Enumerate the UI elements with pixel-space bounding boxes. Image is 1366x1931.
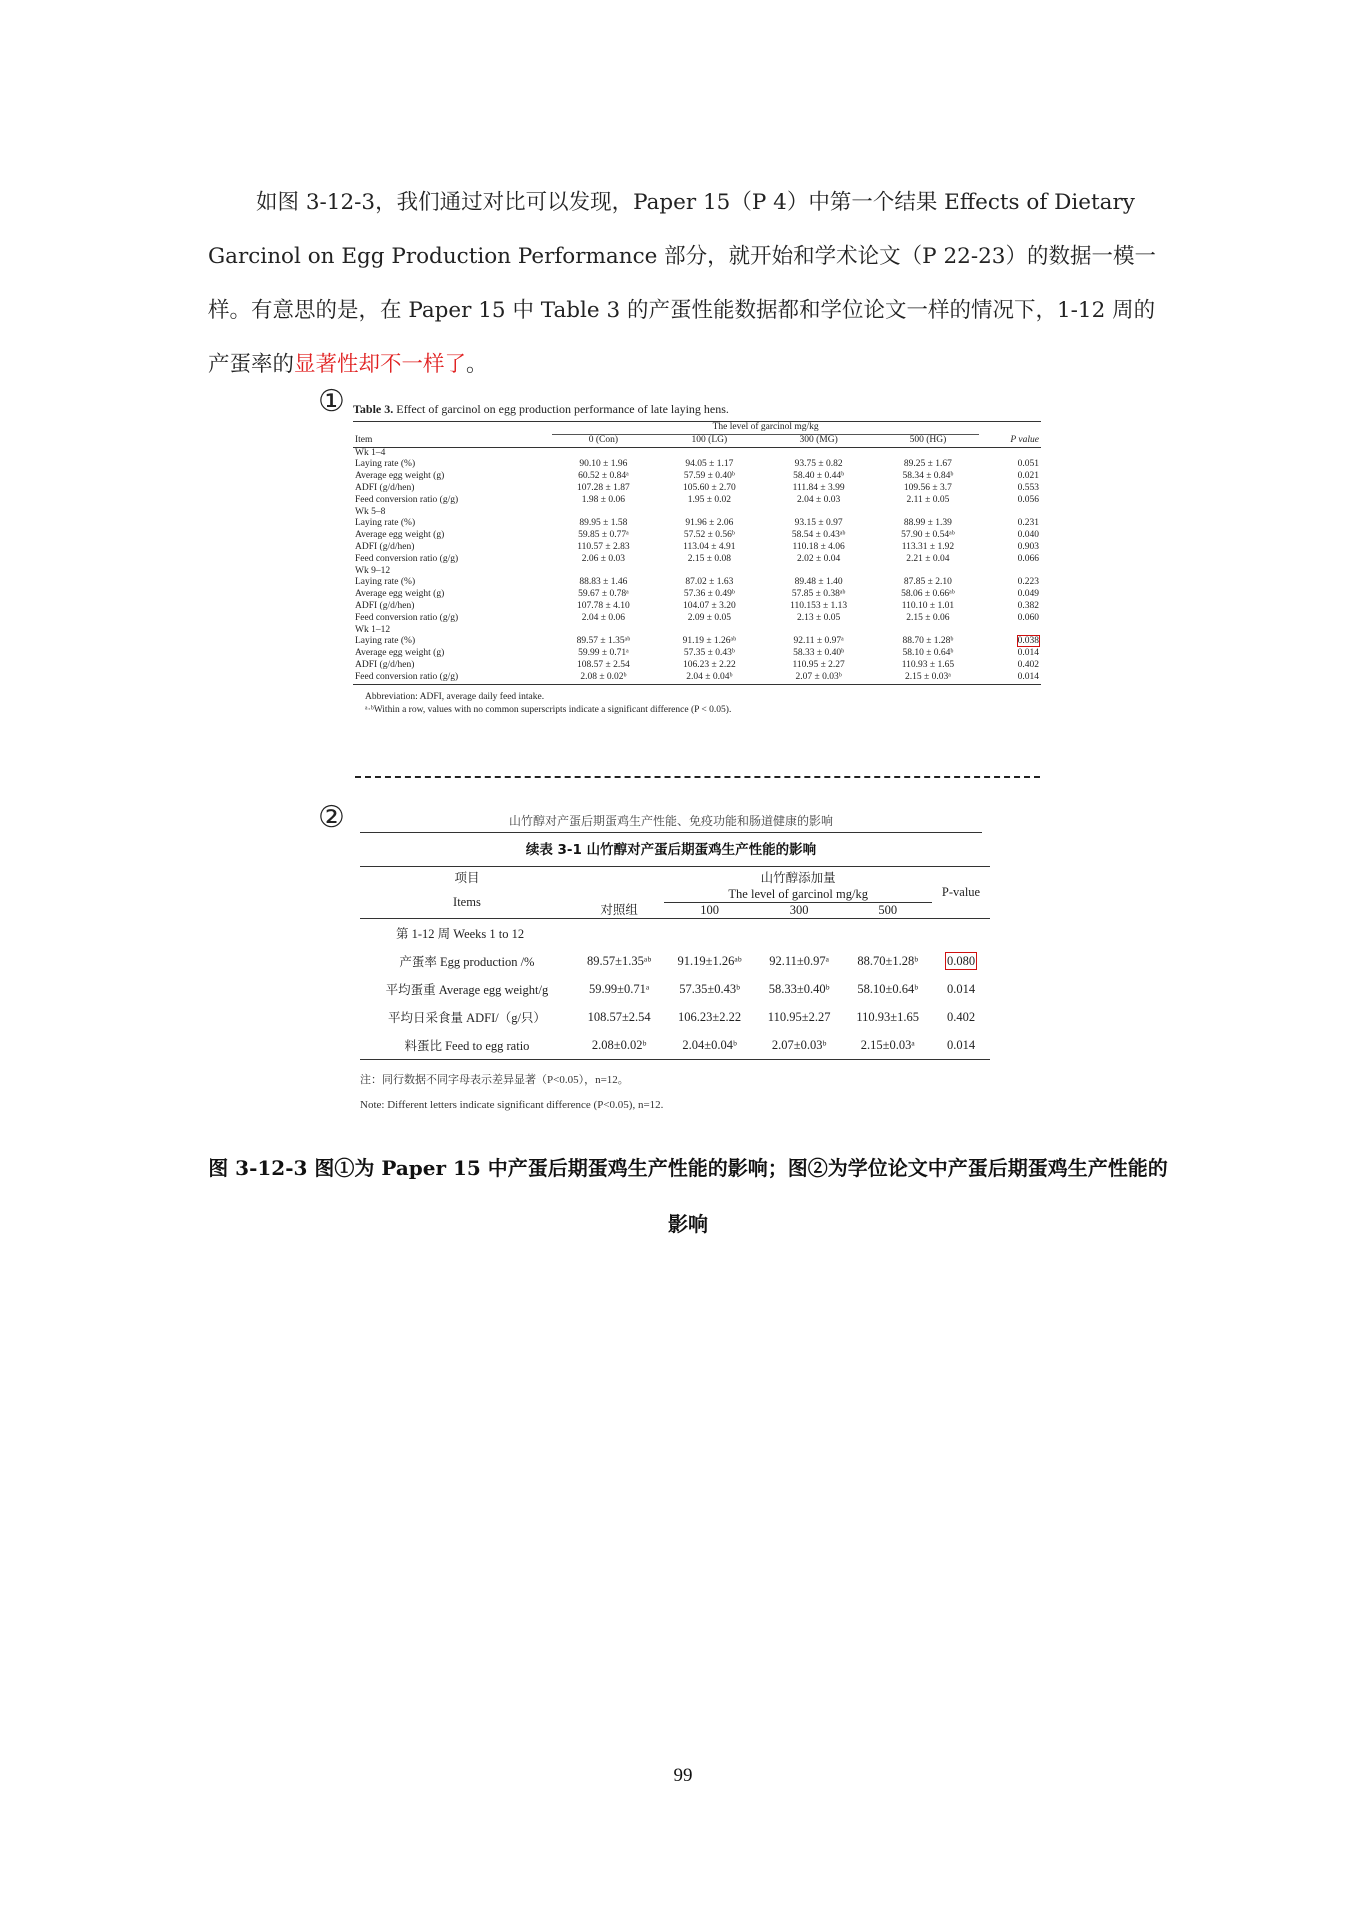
highlighted-pvalue: 0.080 (946, 953, 976, 968)
table-cell: 2.04 ± 0.06 (581, 612, 625, 623)
table-cell: 0.223 (1017, 577, 1039, 588)
table-cell: 58.06 ± 0.66ᵃᵇ (901, 589, 955, 600)
table-row (353, 471, 1041, 483)
table-cell: 0.060 (1017, 612, 1039, 623)
table-cell: 2.06 ± 0.03 (581, 553, 625, 564)
table-cell: 90.10 ± 1.96 (579, 459, 628, 470)
table-row (360, 947, 990, 975)
table-cell: 2.04±0.04ᵇ (664, 1031, 754, 1060)
table-cell: 110.10 ± 1.01 (901, 600, 955, 611)
table-cell: 107.28 ± 1.87 (577, 482, 630, 493)
control-header: 对照组 (574, 887, 664, 919)
table-row (353, 542, 1041, 554)
table-cell: 0.056 (1017, 494, 1039, 505)
table-cell: 92.11±0.97ᵃ (769, 953, 830, 968)
table-row (353, 554, 1041, 566)
table-row (353, 530, 1041, 542)
level-header-cn: 山竹醇添加量 (664, 867, 932, 888)
table-cell: 0.014 (981, 672, 1041, 684)
column-header: 500 (HG) (875, 435, 981, 447)
table-cell: 58.33 ± 0.40ᵇ (793, 648, 845, 659)
group-row (353, 566, 1041, 578)
row-label: Laying rate (%) (355, 636, 416, 647)
table-row (353, 589, 1041, 601)
table-cell: 2.21 ± 0.04 (906, 553, 950, 564)
column-header-item: Item (353, 435, 550, 447)
table-cell: 57.52 ± 0.56ᵇ (683, 530, 735, 541)
table-cell: 107.78 ± 4.10 (577, 600, 630, 611)
item-header-cn: 项目 (360, 867, 574, 888)
table-row (360, 975, 990, 1003)
row-label: 平均日采食量 ADFI/（g/只） (387, 1011, 546, 1025)
group-label: Wk 5–8 (355, 506, 386, 517)
row-label: Average egg weight (g) (355, 589, 445, 600)
row-label: 产蛋率 Egg production /% (399, 955, 535, 969)
table-cell: 2.02 ± 0.04 (797, 553, 841, 564)
dashed-divider (355, 776, 1040, 778)
row-label: Laying rate (%) (355, 577, 416, 588)
row-label: Feed conversion ratio (g/g) (355, 553, 459, 564)
table-row (353, 459, 1041, 471)
table-cell: 57.35±0.43ᵇ (679, 981, 740, 996)
column-header: 0 (Con) (550, 435, 656, 447)
paper-table-caption: Table 3. Effect of garcinol on egg production performance of late laying hens. (353, 402, 729, 416)
group-label: Wk 1–12 (355, 624, 391, 635)
table-cell: 2.07±0.03ᵇ (755, 1031, 844, 1060)
table-row (353, 636, 1041, 648)
dose-header: 500 (843, 903, 932, 919)
table-cell: 0.066 (1017, 553, 1039, 564)
row-label: Average egg weight (g) (355, 530, 445, 541)
table-cell: 88.70 ± 1.28ᵇ (902, 636, 954, 647)
row-label: Average egg weight (g) (355, 648, 445, 659)
level-header (550, 422, 980, 435)
table-cell: 89.48 ± 1.40 (794, 577, 843, 588)
table-row (353, 518, 1041, 530)
table-cell: 60.52 ± 0.84ᵃ (578, 471, 629, 482)
table-cell: 0.402 (946, 1009, 976, 1024)
row-label: 平均蛋重 Average egg weight/g (385, 983, 549, 997)
table-cell: 110.95 ± 2.27 (792, 659, 845, 670)
row-label: Laying rate (%) (355, 459, 416, 470)
table-row (353, 577, 1041, 589)
group-label: Wk 1–4 (355, 447, 386, 458)
thesis-table-title: 续表 3-1 山竹醇对产蛋后期蛋鸡生产性能的影响 (525, 842, 817, 858)
table-cell: 110.95±2.27 (767, 1009, 831, 1024)
table-row (353, 660, 1041, 672)
group-row (353, 447, 1041, 459)
paper-table (353, 402, 1041, 717)
paragraph-text: 如图 3-12-3，我们通过对比可以发现，Paper 15（P 4）中第一个结果 Effects of Dietary Garcinol on Egg Production Performance 部分，就开始和学术论文（P 22-23）的数据一模一样。有意思的是，在 Paper 15 中 Table 3 的产蛋性能数据都和学位论文一样的情况下，1-12 周的产蛋率的 (208, 190, 1156, 377)
table-cell: 109.56 ± 3.7 (903, 482, 952, 493)
table-row (360, 1031, 990, 1060)
table-cell: 91.19±1.26ᵃᵇ (677, 953, 742, 968)
table-cell: 110.18 ± 4.06 (792, 541, 845, 552)
table-cell: 1.95 ± 0.02 (687, 494, 731, 505)
table-cell: 2.15 ± 0.08 (687, 553, 731, 564)
table-row (353, 648, 1041, 660)
table-cell: 2.15 ± 0.03ᵃ (875, 672, 981, 684)
table-cell: 58.40 ± 0.44ᵇ (793, 471, 845, 482)
thesis-running-head: 山竹醇对产蛋后期蛋鸡生产性能、免疫功能和肠道健康的影响 (360, 812, 982, 833)
table-cell: 2.08±0.02ᵇ (574, 1031, 664, 1060)
table-cell: 2.04 ± 0.03 (797, 494, 841, 505)
row-label: 料蛋比 Feed to egg ratio (360, 1031, 574, 1060)
row-label: ADFI (g/d/hen) (355, 659, 415, 670)
column-header: 300 (MG) (762, 435, 875, 447)
table-cell: 57.90 ± 0.54ᵃᵇ (901, 530, 955, 541)
table-cell: 0.049 (1017, 589, 1039, 600)
table-cell: 2.04 ± 0.04ᵇ (656, 672, 762, 684)
table-row (353, 495, 1041, 507)
table-cell: 87.85 ± 2.10 (903, 577, 952, 588)
table-cell: 58.10 ± 0.64ᵇ (902, 648, 954, 659)
item-header-en: Items (360, 887, 574, 919)
pvalue-header: P-value (932, 867, 990, 919)
table-cell: 0.553 (1017, 482, 1039, 493)
table-cell: 2.11 ± 0.05 (906, 494, 950, 505)
marker-two: ② (318, 800, 345, 835)
header-spacer (574, 867, 664, 888)
table-cell: 88.83 ± 1.46 (579, 577, 628, 588)
table-cell: 106.23 ± 2.22 (682, 659, 736, 670)
table-cell: 110.153 ± 1.13 (790, 600, 848, 611)
table-cell: 91.96 ± 2.06 (685, 518, 734, 529)
row-label: Laying rate (%) (355, 518, 416, 529)
table-cell: 2.13 ± 0.05 (797, 612, 841, 623)
table-cell: 0.051 (1017, 459, 1039, 470)
table-row (353, 483, 1041, 495)
body-paragraph (208, 176, 1168, 392)
table-cell: 2.08 ± 0.02ᵇ (550, 672, 656, 684)
table-cell: 2.07 ± 0.03ᵇ (762, 672, 875, 684)
table-cell: 59.99 ± 0.71ᵃ (578, 648, 629, 659)
table-cell: 93.75 ± 0.82 (794, 459, 843, 470)
table-cell: 57.36 ± 0.49ᵇ (683, 589, 735, 600)
table-cell: 89.25 ± 1.67 (903, 459, 952, 470)
table-cell: 2.15 ± 0.06 (906, 612, 950, 623)
row-label: Feed conversion ratio (g/g) (355, 612, 459, 623)
table-cell: 0.014 (946, 981, 976, 996)
table-row (353, 601, 1041, 613)
row-label: Average egg weight (g) (355, 471, 445, 482)
dose-header: 100 (664, 903, 754, 919)
row-label: ADFI (g/d/hen) (355, 541, 415, 552)
table-cell: 108.57 ± 2.54 (577, 659, 630, 670)
table-cell: 58.34 ± 0.84ᵇ (902, 471, 954, 482)
table-cell: 89.57 ± 1.35ᵃᵇ (576, 636, 631, 647)
column-header: 100 (LG) (656, 435, 762, 447)
table-cell: 0.021 (1017, 471, 1039, 482)
table-cell: 57.35 ± 0.43ᵇ (683, 648, 735, 659)
table-cell: 89.95 ± 1.58 (579, 518, 628, 529)
table-cell: 0.382 (1017, 600, 1039, 611)
table-cell: 94.05 ± 1.17 (685, 459, 734, 470)
table-cell: 0.231 (1017, 518, 1039, 529)
table-cell: 88.70±1.28ᵇ (857, 953, 919, 968)
table-cell: 113.04 ± 4.91 (683, 541, 736, 552)
marker-one: ① (318, 384, 345, 419)
table-cell: 57.85 ± 0.38ᵃᵇ (791, 589, 846, 600)
column-header-pvalue: P value (981, 435, 1041, 447)
table-cell: 0.014 (932, 1031, 990, 1060)
table-cell: 59.85 ± 0.77ᵃ (578, 530, 629, 541)
table-cell: 110.93±1.65 (856, 1009, 920, 1024)
paragraph-end: 。 (466, 352, 488, 377)
table-cell: 105.60 ± 2.70 (682, 482, 736, 493)
table-cell: 113.31 ± 1.92 (901, 541, 955, 552)
thesis-table-notes: 注：同行数据不同字母表示差异显著（P<0.05），n=12。 Note: Different letters indicate significant difference (P<0.05), n=12. (360, 1074, 664, 1111)
table-cell (932, 947, 990, 975)
table-cell: 58.33±0.40ᵇ (768, 981, 830, 996)
table-cell: 104.07 ± 3.20 (682, 600, 736, 611)
highlighted-pvalue: 0.038 (1017, 636, 1039, 647)
table-cell: 110.57 ± 2.83 (577, 541, 630, 552)
dose-header: 300 (755, 903, 844, 919)
table-cell: 59.67 ± 0.78ᵃ (578, 589, 629, 600)
section-label: 第 1-12 周 Weeks 1 to 12 (396, 927, 525, 941)
table-cell: 88.99 ± 1.39 (903, 518, 952, 529)
row-label: ADFI (g/d/hen) (355, 482, 415, 493)
table-row (353, 672, 1041, 684)
level-header-text: The level of garcinol mg/kg (552, 422, 978, 435)
table-row (353, 613, 1041, 625)
table-cell: 106.23±2.22 (678, 1009, 742, 1024)
table-cell: 58.10±0.64ᵇ (857, 981, 919, 996)
table-cell: 93.15 ± 0.97 (794, 518, 843, 529)
table-cell: 0.402 (1017, 659, 1039, 670)
thesis-table (360, 866, 990, 1118)
table-cell: 110.93 ± 1.65 (901, 659, 955, 670)
table-row (360, 1003, 990, 1031)
table-cell (981, 636, 1041, 648)
table-cell: 59.99±0.71ᵃ (588, 981, 650, 996)
figure-caption: 图 3-12-3 图①为 Paper 15 中产蛋后期蛋鸡生产性能的影响；图②为学位论文中产蛋后期蛋鸡生产性能的影响 (208, 1156, 1168, 1236)
group-label: Wk 9–12 (355, 565, 391, 576)
highlight-text: 显著性却不一样了 (294, 352, 467, 377)
table-cell: 2.09 ± 0.05 (687, 612, 731, 623)
table-cell: 0.903 (1017, 541, 1039, 552)
header-spacer (981, 422, 1041, 435)
table-cell: 0.040 (1017, 530, 1039, 541)
group-row (353, 507, 1041, 519)
table-cell: 89.57±1.35ᵃᵇ (587, 953, 652, 968)
table-cell: 91.19 ± 1.26ᵃᵇ (682, 636, 737, 647)
header-spacer (353, 422, 550, 435)
table-cell: 87.02 ± 1.63 (685, 577, 734, 588)
table-cell: 57.59 ± 0.40ᵇ (683, 471, 735, 482)
group-row (353, 625, 1041, 637)
row-label: Feed conversion ratio (g/g) (353, 672, 550, 684)
table-cell: 1.98 ± 0.06 (581, 494, 625, 505)
table-cell: 108.57±2.54 (587, 1009, 651, 1024)
table-cell: 58.54 ± 0.43ᵃᵇ (791, 530, 846, 541)
table-cell: 92.11 ± 0.97ᵃ (793, 636, 844, 647)
table-cell: 2.15±0.03ᵃ (843, 1031, 932, 1060)
row-label: ADFI (g/d/hen) (355, 600, 415, 611)
row-label: Feed conversion ratio (g/g) (355, 494, 459, 505)
table-cell: 111.84 ± 3.99 (792, 482, 845, 493)
paper-table-notes: Abbreviation: ADFI, average daily feed intake. ᵃ·ᵇWithin a row, values with no common superscripts indicate a significant difference (P < 0.05). (365, 691, 732, 715)
table-cell: 0.014 (1017, 648, 1039, 659)
page-number: 99 (673, 1765, 693, 1786)
level-header-en: The level of garcinol mg/kg (664, 887, 932, 903)
